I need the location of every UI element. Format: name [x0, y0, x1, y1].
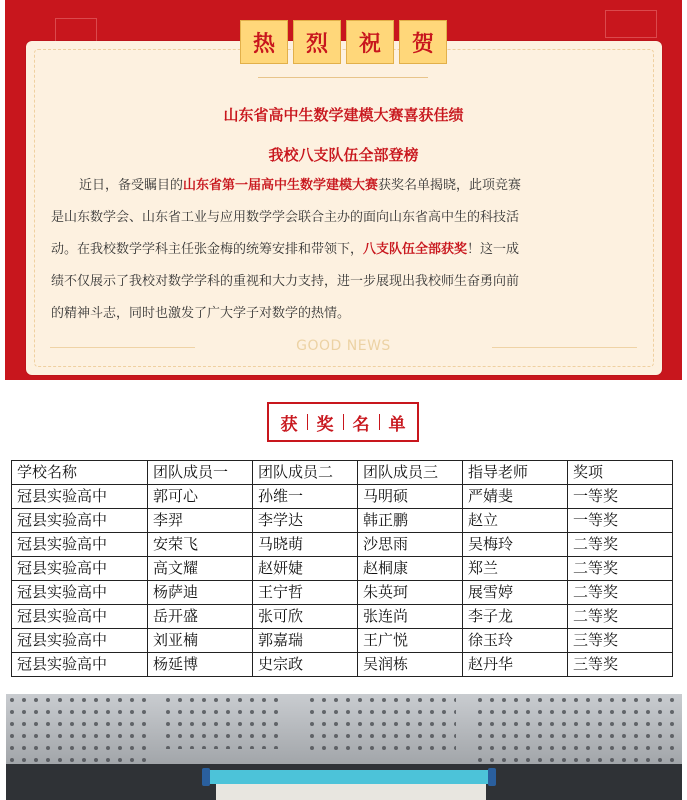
table-cell: 王宁哲 [253, 581, 358, 605]
banner-decoration [605, 10, 657, 38]
title-tile: 热 [240, 20, 288, 64]
competition-name-highlight: 山东省第一届高中生数学建模大赛 [183, 178, 379, 193]
table-cell: 朱英珂 [358, 581, 463, 605]
table-cell: 三等奖 [568, 629, 673, 653]
table-cell: 李羿 [148, 509, 253, 533]
table-cell: 岳开盛 [148, 605, 253, 629]
table-cell: 安荣飞 [148, 533, 253, 557]
table-header-cell: 团队成员一 [148, 461, 253, 485]
table-cell: 赵立 [463, 509, 568, 533]
table-header-cell: 指导老师 [463, 461, 568, 485]
paragraph-text: ！这一成 [467, 242, 520, 257]
paragraph-line [51, 234, 636, 266]
paragraph-text: 获奖名单揭晓，此项竞赛 [378, 178, 522, 193]
table-cell: 严婧斐 [463, 485, 568, 509]
heading-separator [379, 414, 380, 430]
title-tile: 贺 [399, 20, 447, 64]
table-cell: 展雪婷 [463, 581, 568, 605]
table-cell: 吴梅玲 [463, 533, 568, 557]
table-row [12, 605, 673, 629]
table-header-cell: 学校名称 [12, 461, 148, 485]
table-cell: 二等奖 [568, 581, 673, 605]
table-cell: 赵丹华 [463, 653, 568, 677]
table-header-row [12, 461, 673, 485]
table-row [12, 581, 673, 605]
paragraph-line: 的精神斗志，同时也激发了广大学子对数学的热情。 [51, 306, 351, 321]
table-cell: 王广悦 [358, 629, 463, 653]
table-cell: 冠县实验高中 [12, 581, 148, 605]
divider [258, 77, 428, 78]
paragraph-line: 是山东数学会、山东省工业与应用数学学会联合主办的面向山东省高中生的科技活 [51, 210, 520, 225]
table-row [12, 629, 673, 653]
table-cell: 一等奖 [568, 485, 673, 509]
table-row [12, 533, 673, 557]
table-cell: 二等奖 [568, 605, 673, 629]
table-cell: 孙维一 [253, 485, 358, 509]
paragraph-line: 绩不仅展示了我校对数学学科的重视和大力支持，进一步展现出我校师生奋勇向前 [51, 274, 520, 289]
award-heading-char: 单 [388, 414, 406, 435]
headline-secondary: 我校八支队伍全部登榜 [268, 146, 419, 164]
news-paragraph [51, 170, 636, 330]
table-cell: 高文耀 [148, 557, 253, 581]
table-cell: 赵妍婕 [253, 557, 358, 581]
award-heading-char: 名 [352, 414, 370, 435]
award-heading-char: 奖 [316, 414, 334, 435]
table-header-cell: 奖项 [568, 461, 673, 485]
table-cell: 冠县实验高中 [12, 653, 148, 677]
table-cell: 刘亚楠 [148, 629, 253, 653]
good-news-label: GOOD NEWS [296, 338, 391, 354]
headline-primary: 山东省高中生数学建模大赛喜获佳绩 [223, 106, 464, 124]
team-photo [6, 694, 682, 800]
table-row [12, 557, 673, 581]
table-cell: 马明硕 [358, 485, 463, 509]
table-cell: 冠县实验高中 [12, 485, 148, 509]
table-row [12, 509, 673, 533]
title-tile: 烈 [293, 20, 341, 64]
table-cell: 韩正鹏 [358, 509, 463, 533]
table-cell: 郑兰 [463, 557, 568, 581]
table-row [12, 485, 673, 509]
table-cell: 赵桐康 [358, 557, 463, 581]
table-cell: 杨萨迪 [148, 581, 253, 605]
title-tiles [240, 20, 447, 64]
table-cell: 冠县实验高中 [12, 509, 148, 533]
table-cell: 杨延博 [148, 653, 253, 677]
table-header-cell: 团队成员二 [253, 461, 358, 485]
table-cell: 一等奖 [568, 509, 673, 533]
table-cell: 三等奖 [568, 653, 673, 677]
award-list-heading [267, 402, 419, 442]
table-cell: 二等奖 [568, 557, 673, 581]
table-cell: 二等奖 [568, 533, 673, 557]
table-cell: 李学达 [253, 509, 358, 533]
table-cell: 冠县实验高中 [12, 557, 148, 581]
table-cell: 马晓萌 [253, 533, 358, 557]
table-cell: 沙思雨 [358, 533, 463, 557]
award-table [11, 460, 673, 677]
table-cell: 徐玉玲 [463, 629, 568, 653]
table-cell: 史宗政 [253, 653, 358, 677]
paragraph-text: 动。在我校数学学科主任张金梅的统筹安排和带领下， [51, 242, 364, 257]
table-cell: 张连尚 [358, 605, 463, 629]
heading-separator [307, 414, 308, 430]
table-cell: 冠县实验高中 [12, 533, 148, 557]
table-cell: 郭嘉瑞 [253, 629, 358, 653]
table-cell: 冠县实验高中 [12, 605, 148, 629]
table-cell: 郭可心 [148, 485, 253, 509]
paragraph-line [51, 170, 636, 202]
table-cell: 吴润栋 [358, 653, 463, 677]
team-photo-illustration [6, 694, 682, 800]
all-teams-awarded-highlight: 八支队伍全部获奖 [363, 242, 468, 257]
table-cell: 张可欣 [253, 605, 358, 629]
heading-separator [343, 414, 344, 430]
award-heading-char: 获 [280, 414, 298, 435]
title-tile: 祝 [346, 20, 394, 64]
table-header-cell: 团队成员三 [358, 461, 463, 485]
table-cell: 冠县实验高中 [12, 629, 148, 653]
table-row [12, 653, 673, 677]
table-cell: 李子龙 [463, 605, 568, 629]
paragraph-text: 近日，备受瞩目的 [79, 178, 184, 193]
